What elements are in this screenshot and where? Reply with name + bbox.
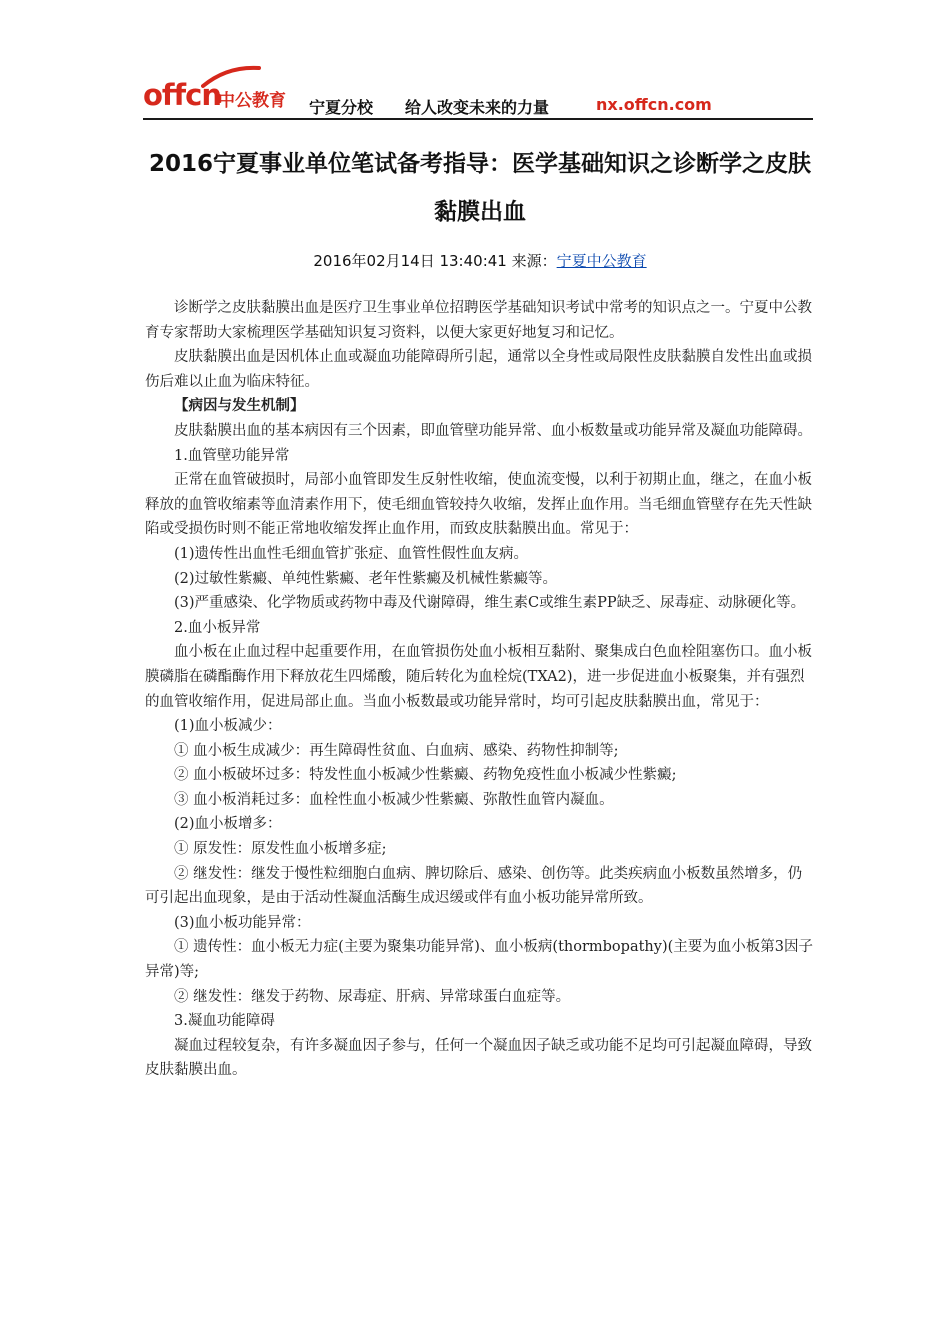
list-item: ① 血小板生成减少：再生障碍性贫血、白血病、感染、药物性抑制等;	[174, 742, 619, 759]
subheading: 2.血小板异常	[174, 619, 261, 636]
list-item: (1)遗传性出血性毛细血管扩张症、血管性假性血友病。	[174, 545, 529, 562]
site-url: nx.offcn.com	[596, 95, 712, 114]
subheading: 3.凝血功能障碍	[174, 1013, 275, 1030]
article-meta	[140, 250, 820, 271]
paragraph: 凝血过程较复杂，有许多凝血因子参与，任何一个凝血因子缺乏或功能不足均可引起凝血障碍，导致皮肤黏膜出血。	[145, 1037, 812, 1079]
list-item: (3)血小板功能异常：	[174, 914, 311, 931]
list-item: (3)严重感染、化学物质或药物中毒及代谢障碍，维生素C或维生素PP缺乏、尿毒症、动脉硬化等。	[174, 595, 806, 612]
subheading: 1.血管壁功能异常	[174, 447, 290, 464]
list-item: (2)血小板增多：	[174, 816, 282, 833]
article-body	[145, 296, 813, 1083]
list-item: ② 继发性：继发于慢性粒细胞白血病、脾切除后、感染、创伤等。此类疾病血小板数虽然增多，仍可引起出血现象，是由于活动性凝血活酶生成迟缓或伴有血小板功能异常所致。	[145, 865, 803, 907]
source-link[interactable]: 宁夏中公教育	[556, 252, 647, 270]
list-item: ① 原发性：原发性血小板增多症;	[174, 841, 387, 858]
list-item: ① 遗传性：血小板无力症(主要为聚集功能异常)、血小板病(thormbopathy)(主要为血小板第3因子异常)等;	[145, 939, 813, 981]
slogan: 给人改变未来的力量	[405, 98, 550, 117]
paragraph: 诊断学之皮肤黏膜出血是医疗卫生事业单位招聘医学基础知识考试中常考的知识点之一。宁夏中公教育专家帮助大家梳理医学基础知识复习资料，以便大家更好地复习和记忆。	[145, 300, 812, 341]
list-item: ② 血小板破坏过多：特发性血小板减少性紫癜、药物免疫性血小板减少性紫癜;	[174, 767, 677, 784]
list-item: (2)过敏性紫癜、单纯性紫癜、老年性紫癜及机械性紫癜等。	[174, 570, 558, 587]
header-divider	[143, 118, 813, 120]
logo-chinese-name: 中公教育	[218, 91, 286, 111]
section-heading: 【病因与发生机制】	[174, 397, 305, 415]
list-item: ③ 血小板消耗过多：血栓性血小板减少性紫癜、弥散性血管内凝血。	[174, 791, 614, 808]
list-item: ② 继发性：继发于药物、尿毒症、肝病、异常球蛋白血症等。	[174, 988, 571, 1005]
paragraph: 正常在血管破损时，局部小血管即发生反射性收缩，使血流变慢，以利于初期止血，继之，在血小板释放的血管收缩素等血清素作用下，使毛细血管较持久收缩，发挥止血作用。当毛细血管壁存在先天性缺陷或受损伤时则不能正常地收缩发挥止血作用，而致皮肤黏膜出血。常见于：	[145, 472, 812, 538]
paragraph: 皮肤黏膜出血的基本病因有三个因素，即血管壁功能异常、血小板数量或功能异常及凝血功能障碍。	[174, 422, 812, 439]
page-header	[143, 64, 813, 120]
branch-name: 宁夏分校	[309, 98, 374, 117]
article-title: 2016宁夏事业单位笔试备考指导：医学基础知识之诊断学之皮肤黏膜出血	[148, 151, 811, 225]
list-item: (1)血小板减少：	[174, 718, 282, 735]
publish-date: 2016年02月14日 13:40:41 来源：	[313, 252, 557, 270]
paragraph: 血小板在止血过程中起重要作用，在血管损伤处血小板相互黏附、聚集成白色血栓阻塞伤口。血小板膜磷脂在磷酯酶作用下释放花生四烯酸，随后转化为血栓烷(TXA2)，进一步促进血小板聚集，并有强烈的血管收缩作用，促进局部止血。当血小板数最或功能异常时，均可引起皮肤黏膜出血，常见于：	[145, 644, 812, 710]
paragraph: 皮肤黏膜出血是因机体止血或凝血功能障碍所引起，通常以全身性或局限性皮肤黏膜自发性出血或损伤后难以止血为临床特征。	[145, 349, 812, 390]
offcn-logo: offcn	[143, 78, 221, 112]
